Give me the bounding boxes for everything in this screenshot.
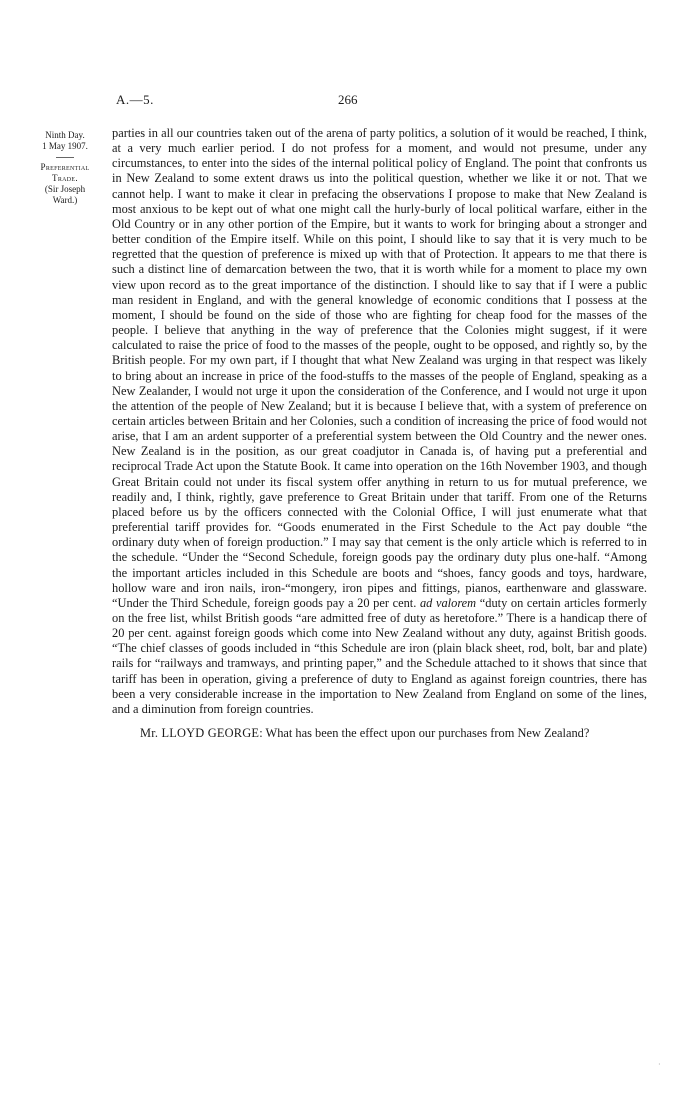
- latin-phrase: ad valorem: [419, 595, 477, 610]
- speech-text: parties in all our countries taken out of the arena of party politics, a solution of it would be reached, I think, at a very much earlier period. I do not profess for a moment, and would not presume, under any circumstances, to enter into the sides of the internal political policy of England. The point that confronts us in New Zealand to some extent draws us into the political question, whether we like it or not. That we cannot help. I want to make it clear in prefacing the observations I propose to make that New Zealand is most anxious to be kept out of what one might call the hurly-burly of local political warfare, either in the Old Country or in any other portion of the Empire, but it wants to work for bringing about a stronger and better condition of the Empire itself. While on this point, I should like to say that it is very much to be regretted that the question of preference is mixed up with that of Protection. It appears to me that there is such a distinct line of demarcation between the two, that it is worth while for a moment to place my own view upon record as to the great importance of the distinction. I should like to say that if I were a public man resident in England, and with the general knowledge of economic conditions that I possess at the moment, I should be found on the side of those who are fighting for cheap food for the masses of the people. I believe that anything in the way of preference that the Colonies might suggest, if it were calculated to raise the price of food to the masses of the people, ought to be opposed, and rightly so, by the British people. For my own part, if I thought that what New Zealand was urging in that respect was likely to bring about an increase in price of the food-stuffs to the masses of the people of England, speaking as a New Zealander, I would not urge it upon the consideration of the Conference, and I would not urge it upon the attention of the people of New Zealand; but it is because I believe that, with a system of preference on certain articles between Britain and her Colonies, such a condition of increasing the price of food would not arise, that I am an ardent supporter of a preferential system between the Old Country and the newer ones. New Zealand is in the position, as our great coadjutor in Canada is, of having put a preferential and reciprocal Trade Act upon the Statute Book. It came into operation on the 16th November 1903, and though Great Britain could not under its fiscal system offer anything in return to us for mutual preference, we readily and, I think, rightly, gave preference to Great Britain under that tariff. From one of the Returns placed before us by the officers connected with the Colonial Office, I will just enumerate what that preferential tariff provides for. “Goods enumerated in the First Schedule to the Act pay double “the ordinary duty when of foreign production.” I may say that cement is the only article which is referred to in the schedule. “Under the “Second Schedule, foreign goods pay the ordinary duty plus one-half. “Among the important articles included in this Schedule are boots and “shoes, fancy goods and toys, hardware, hollow ware and iron nails, iron-“mongery, iron pipes and fittings, pianos, earthenware and glassware. “Under the Third Schedule, foreign goods pay a 20 per cent.: [112, 126, 647, 610]
- margin-speaker-line-1: (Sir Joseph: [44, 184, 86, 194]
- margin-day: Ninth Day.: [45, 130, 85, 140]
- main-text: [112, 126, 647, 741]
- speech-text-continued: “duty on certain articles formerly on the free list, whilst British goods “are admitted free of duty as heretofore.” There is a handicap there of 20 per cent. against foreign goods which come into New Zealand without any duty, against British goods. “The chief classes of goods included in “this Schedule are iron (plain black sheet, rod, bolt, bar and plate) rails for “railways and tramways, and printing paper,” and the Schedule attached to it shows that since that tariff has been in operation, giving a preference of duty to England as against foreign countries, there has been a very considerable increase in the importation to New Zealand from England on some of the lines, and a diminution from foreign countries.: [112, 595, 647, 716]
- margin-date: 1 May 1907.: [42, 141, 88, 151]
- section-reference: A.—5.: [116, 92, 154, 107]
- margin-speaker-line-2: Ward.): [52, 195, 78, 205]
- interjection-text: : What has been the effect upon our purchases from New Zealand?: [259, 726, 590, 741]
- speech-paragraph: [112, 126, 647, 717]
- margin-topic-line-1: Preferential: [40, 162, 90, 172]
- margin-note: [30, 130, 100, 206]
- page-number: 266: [338, 92, 358, 107]
- margin-divider: [56, 157, 74, 158]
- interjection-paragraph: [112, 726, 647, 741]
- margin-topic-line-2: Trade.: [52, 173, 78, 183]
- page-mark: ·: [658, 1060, 661, 1069]
- speaker-name: Mr. LLOYD GEORGE: [140, 726, 260, 741]
